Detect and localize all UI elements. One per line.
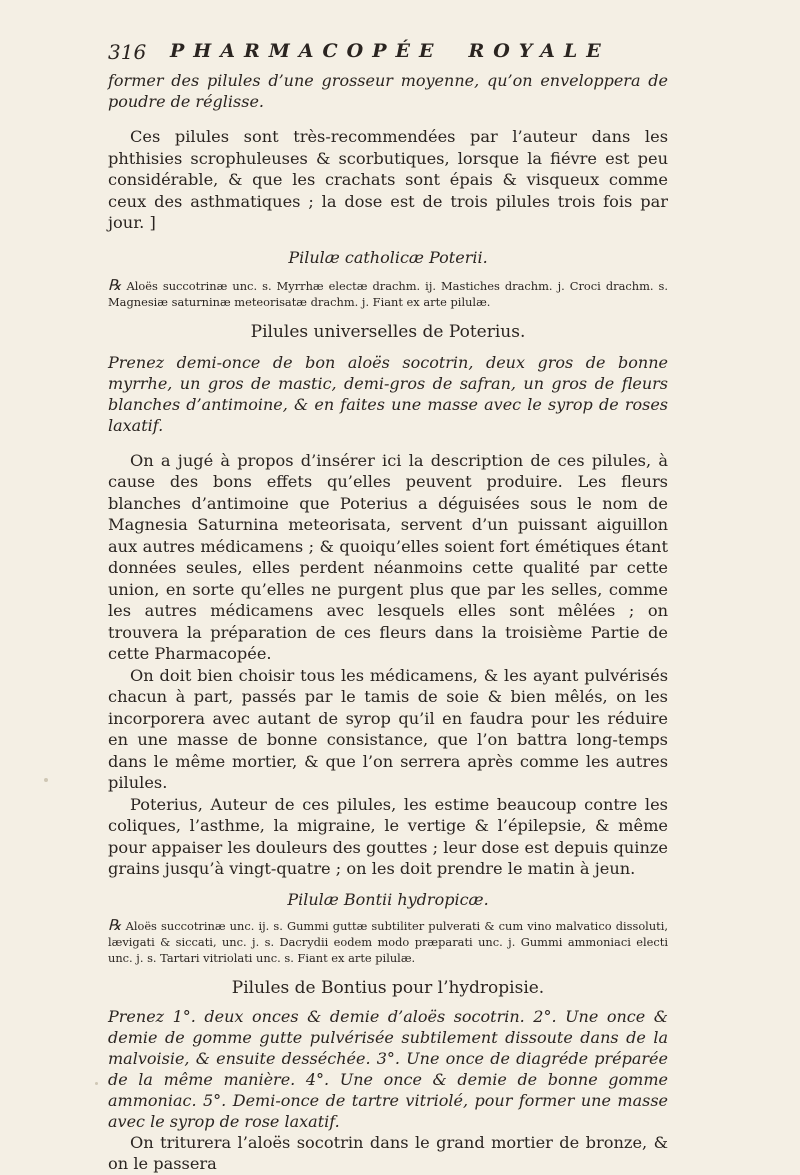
heading-pilulae-catholicae: Pilulæ catholicæ Poterii. [288,247,488,267]
intro-paragraph: former des pilules d’une grosseur moyenne, qu’on enveloppera de poudre de réglisse. [108,71,668,111]
paragraph-on-doit: On doit bien choisir tous les médicamens, & les ayant pulvérisés chacun à part, passés par le tamis de soie & bien mêlés, on les incorporera avec autant de syrop qu’il en faudra pour les réduire en une masse de bonne consistance, que l’on battra long-temps dans le même mortier, & que l’on serrera après comme les autres pilules. [108,665,668,792]
latin-recipe-bontius [108,917,668,966]
paragraph-on-a-juge: On a jugé à propos d’insérer ici la description de ces pilules, à cause des bons effets qu’elles peuvent produire. Les fleurs blanches d’antimoine que Poterius a déguisées sous le nom de Magnesia Saturnina meteorisata, servent d’un puissant aiguillon aux autres médicamens ; & quoiqu’elles soient fort émétiques étant données seules, elles perdent néanmoins cette qualité par cette union, en sorte qu’elles ne purgent plus que par les selles, comme les autres médicamens avec lesquels elles sont mêlées ; on trouvera la préparation de ces fleurs dans la troisième Partie de cette Pharmacopée. [108,450,668,663]
latin-recipe-poterius [108,277,668,310]
heading-pilulae-bontii: Pilulæ Bontii hydropicæ. [287,889,489,909]
paragraph-poterius-auteur: Poterius, Auteur de ces pilules, les estime beaucoup contre les coliques, l’asthme, la migraine, le vertige & l’épilepsie, & même pour appaiser les douleurs des gouttes ; leur dose est depuis quinze grains jusqu’à vingt-quatre ; on les doit prendre le matin à jeun. [108,794,668,878]
heading-pilules-universelles: Pilules universelles de Poterius. [250,321,526,342]
running-title [170,40,610,62]
page-header [108,40,668,68]
paper-speck [95,1082,98,1085]
prenez-poterius: Prenez demi-once de bon aloës socotrin, deux gros de bonne myrrhe, un gros de mastic, demi-gros de safran, un gros de fleurs blanches d’antimoine, & en faites une masse avec le syrop de roses laxatif. [108,352,668,435]
running-title-word-2: ROYALE [468,40,610,62]
recipe-symbol-icon: ℞ [108,275,122,294]
page-body [108,70,668,1175]
paper-speck [44,778,48,782]
latin-recipe-poterius-text: Aloës succotrinæ unc. s. Myrrhæ electæ drachm. ij. Mastiches drachm. j. Croci drachm. s. Magnesiæ saturninæ meteorisatæ drachm. j. Fiant ex arte pilulæ. [108,278,669,309]
heading-pilules-bontius: Pilules de Bontius pour l’hydropisie. [231,977,545,998]
recipe-symbol-icon: ℞ [108,915,122,934]
prenez-bontius: Prenez 1°. deux onces & demie d’aloës socotrin. 2°. Une once & demie de gomme gutte pulvérisée subtilement dissoute dans de la malvoisie, & ensuite desséchée. 3°. Une once de diagréde préparée de la même manière. 4°. Une once & demie de bonne gomme ammoniac. 5°. Demi-once de tartre vitriolé, pour former une masse avec le syrop de rose laxatif. [108,1006,668,1131]
paragraph-on-triturera: On triturera l’aloës socotrin dans le grand mortier de bronze, & on le passera [108,1132,668,1173]
running-title-word-1: PHARMACOPÉE [170,40,443,62]
page-number: 316 [108,40,147,64]
latin-recipe-bontius-text: Aloës succotrinæ unc. ij. s. Gummi guttæ subtiliter pulverati & cum vino malvatico dissoluti, lævigati & siccati, unc. j. s. Dacrydii eodem modo præparati unc. j. Gummi ammoniaci electi unc. j. s. Tartari vitriolati unc. s. Fiant ex arte pilulæ. [108,918,668,965]
paragraph-ces-pilules: Ces pilules sont très-recommendées par l’auteur dans les phthisies scrophuleuses & scorbutiques, lorsque la fiévre est peu considérable, & que les crachats sont épais & visqueux comme ceux des asthmatiques ; la dose est de trois pilules trois fois par jour. ] [108,127,668,232]
